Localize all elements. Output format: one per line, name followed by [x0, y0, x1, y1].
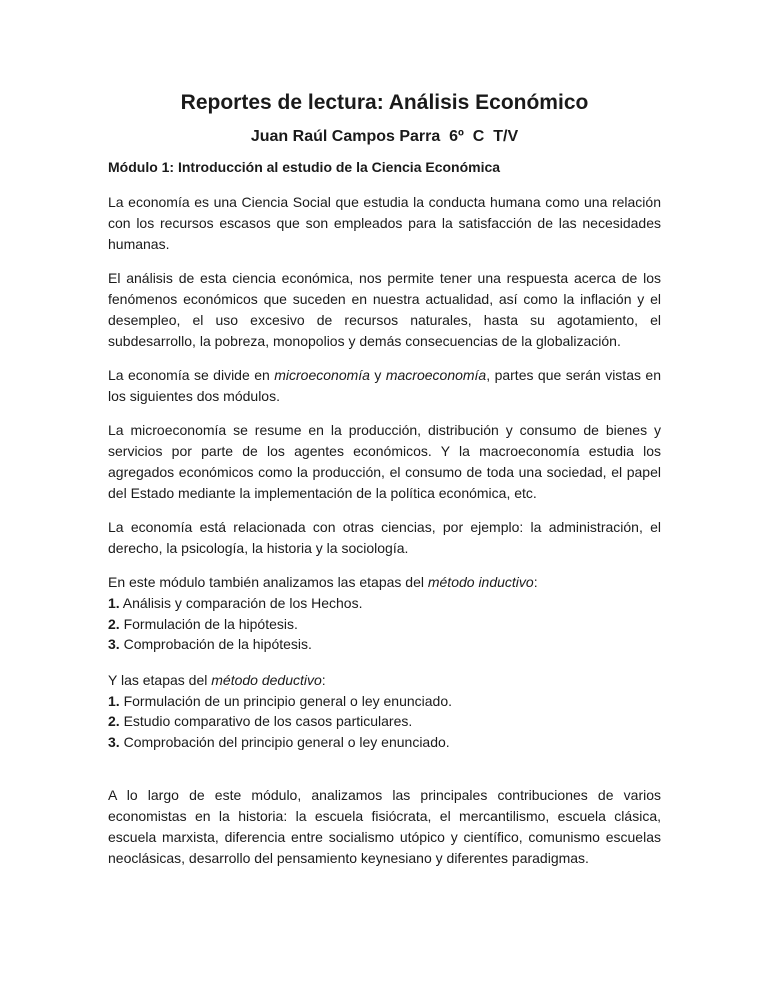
inductive-intro-a: En este módulo también analizamos las etapas del	[108, 574, 428, 590]
list-item	[108, 593, 661, 614]
list-item	[108, 691, 661, 712]
step-text: Comprobación de la hipótesis.	[119, 636, 312, 652]
module-heading: Módulo 1: Introducción al estudio de la Ciencia Económica	[108, 159, 501, 175]
division-text-e: , partes que serán vistas en los siguientes dos módulos.	[108, 367, 661, 404]
deductive-intro-a: Y las etapas del	[108, 671, 212, 688]
inductive-intro-c: :	[533, 574, 538, 590]
step-text: Análisis y comparación de los Hechos.	[119, 595, 363, 611]
step-text: Formulación de un principio general o ley enunciado.	[119, 692, 453, 709]
division-text-a: La economía se divide en	[108, 367, 275, 383]
paragraph-contributions: A lo largo de este módulo, analizamos las principales contribuciones de varios economistas en la historia: la escuela fisiócrata, el mercantilismo, escuela clásica, escuela marxista, diferencia entre socialismo utópico y científico, comunismo escuelas neoclásicas, desarrollo del pensamiento keynesiano y diferentes paradigmas.	[108, 787, 661, 866]
paragraph-definition: La economía es una Ciencia Social que estudia la conducta humana como una relación con los recursos escasos que son empleados para la satisfacción de las necesidades humanas.	[108, 194, 661, 252]
step-number: 1.	[108, 692, 120, 709]
paragraph-analysis: El análisis de esta ciencia económica, nos permite tener una respuesta acerca de los fenómenos económicos que suceden en nuestra actualidad, así como la inflación y el desempleo, el uso excesivo de recursos naturales, hasta su agotamiento, el subdesarrollo, la pobreza, monopolios y demás consecuencias de la globalización.	[108, 270, 661, 349]
list-item	[108, 732, 661, 753]
paragraph-micro-macro: La microeconomía se resume en la producción, distribución y consumo de bienes y servicios por parte de los agentes económicos. Y la macroeconomía estudia los agregados económicos como la producción, el consumo de toda una sociedad, el papel del Estado mediante la implementación de la política económica, etc.	[108, 422, 661, 501]
inductive-steps-list	[108, 593, 661, 655]
step-text: Estudio comparativo de los casos particulares.	[119, 713, 413, 729]
list-item	[108, 614, 661, 635]
inductive-method-term: método inductivo	[427, 574, 534, 590]
deductive-method-term: método deductivo	[211, 671, 322, 688]
document-author: Juan Raúl Campos Parra 6º C T/V	[250, 128, 519, 145]
deductive-steps-list	[108, 691, 661, 753]
inductive-intro	[108, 572, 661, 593]
microeconomia-term: microeconomía	[274, 367, 370, 383]
macroeconomia-term: macroeconomía	[385, 367, 487, 383]
step-number: 3.	[108, 733, 120, 750]
step-number: 1.	[108, 595, 120, 611]
paragraph-division	[108, 365, 661, 407]
step-text: Formulación de la hipótesis.	[119, 615, 298, 632]
paragraph-related-sciences: La economía está relacionada con otras ciencias, por ejemplo: la administración, el derecho, la psicología, la historia y la sociología.	[108, 519, 661, 556]
deductive-intro-c: :	[321, 671, 326, 688]
step-number: 2.	[108, 713, 120, 729]
step-number: 3.	[108, 636, 120, 652]
deductive-intro	[108, 670, 661, 691]
document-page	[108, 88, 661, 869]
list-item	[108, 634, 661, 655]
step-number: 2.	[108, 615, 120, 632]
document-title: Reportes de lectura: Análisis Económico	[180, 91, 589, 114]
step-text: Comprobación del principio general o ley enunciado.	[119, 733, 450, 750]
division-text-c: y	[369, 367, 386, 383]
list-item	[108, 711, 661, 732]
